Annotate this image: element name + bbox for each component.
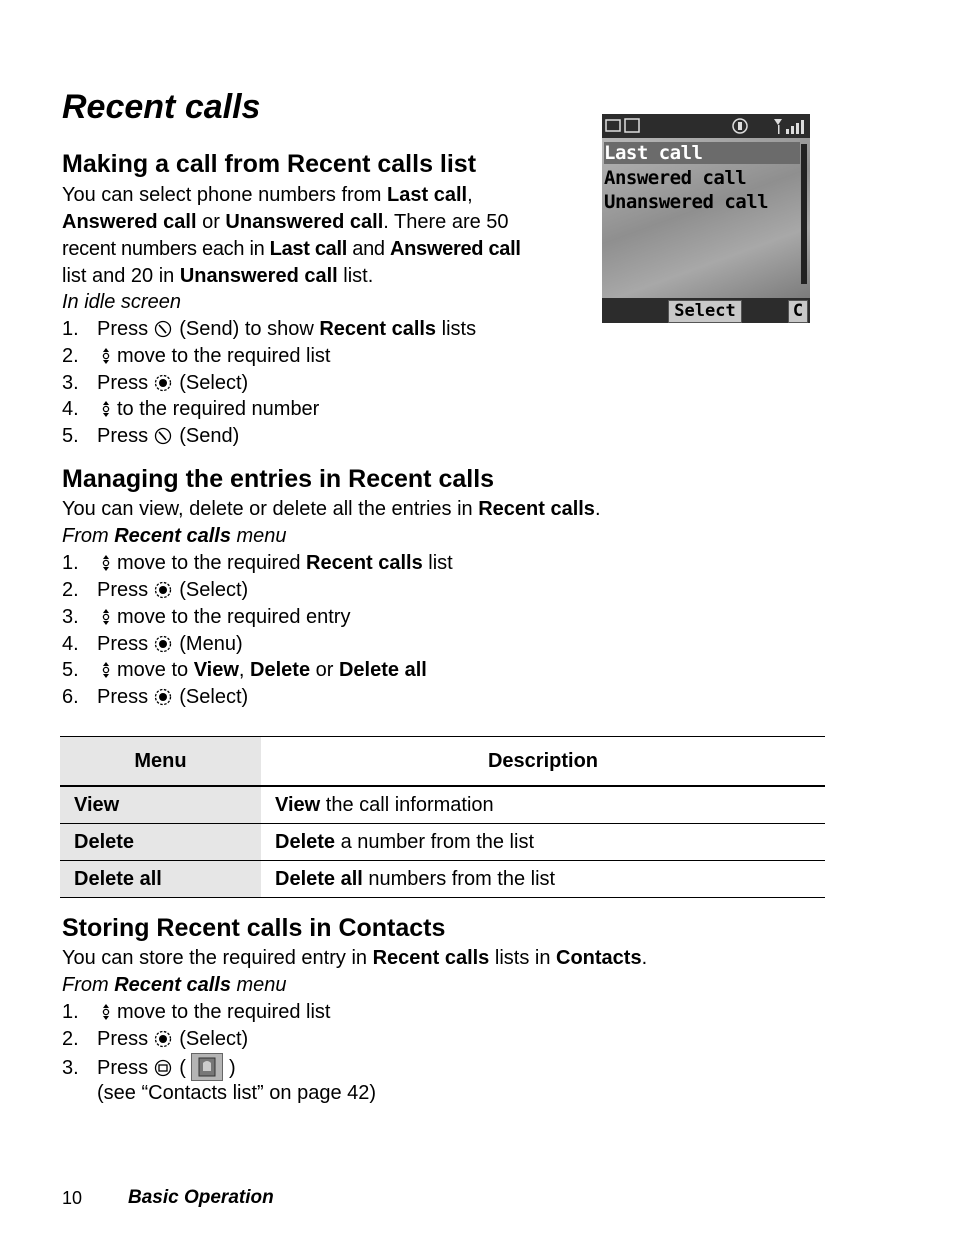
step-item: 4. to the required number (62, 398, 320, 420)
navigation-key-icon (97, 347, 115, 365)
select-key-icon (154, 635, 172, 653)
table-row (60, 861, 825, 898)
table-row (60, 786, 825, 824)
table-header-row (60, 737, 825, 787)
table-cell-menu: Delete (60, 824, 261, 861)
phone-menu-item-answered-call: Answered call (604, 167, 747, 189)
step-item: 3. Press ( ) (62, 1053, 236, 1082)
step-item: 2. move to the required list (62, 345, 331, 367)
table-cell-description: Delete a number from the list (275, 830, 534, 853)
phone-scrollbar (801, 144, 807, 284)
select-key-icon (154, 1030, 172, 1048)
step-item: 3. Press (Select) (62, 372, 249, 394)
phone-menu-item-last-call: Last call (604, 142, 800, 164)
step-item: 5. move to View, Delete or Delete all (62, 659, 427, 681)
context-label: In idle screen (62, 291, 181, 313)
section3-intro: You can store the required entry in Recent calls lists in Contacts. (62, 947, 648, 969)
table-cell-description: Delete all numbers from the list (275, 867, 556, 890)
step-item: 1. move to the required Recent calls list (62, 552, 453, 574)
select-key-icon (154, 374, 172, 392)
see-also-reference: (see “Contacts list” on page 42) (97, 1082, 377, 1104)
step-item: 1. move to the required list (62, 1001, 331, 1023)
table-cell-menu: Delete all (60, 861, 261, 898)
soft-key-icon (154, 1059, 172, 1077)
signal-strength-icon (772, 117, 808, 135)
section-heading-storing-contacts: Storing Recent calls in Contacts (62, 914, 446, 942)
para-line: recent numbers each in Last call and Answered call (62, 238, 521, 260)
table-cell-description: View the call information (275, 793, 494, 816)
para-line: You can select phone numbers from Last call, (62, 184, 473, 206)
navigation-key-icon (97, 554, 115, 572)
navigation-key-icon (97, 400, 115, 418)
phone-screen-image (602, 114, 810, 323)
contacts-icon (191, 1053, 223, 1081)
phone-softkey-bar (602, 298, 810, 323)
send-key-icon (154, 427, 172, 445)
step-item: 3. move to the required entry (62, 606, 351, 628)
section2-intro: You can view, delete or delete all the entries in Recent calls. (62, 498, 601, 520)
navigation-key-icon (97, 1003, 115, 1021)
table-header-menu: Menu (60, 737, 261, 787)
step-item: 2. Press (Select) (62, 1028, 249, 1050)
step-item: 2. Press (Select) (62, 579, 249, 601)
select-key-icon (154, 688, 172, 706)
message-status-icon (605, 118, 645, 134)
footer-section-title: Basic Operation (128, 1187, 274, 1208)
para-line: list and 20 in Unanswered call list. (62, 265, 374, 287)
step-item: 4. Press (Menu) (62, 633, 243, 655)
table-cell-menu: View (60, 786, 261, 824)
phone-menu-item-unanswered-call: Unanswered call (604, 191, 769, 213)
section1-paragraph (62, 182, 582, 290)
navigation-key-icon (97, 661, 115, 679)
navigation-key-icon (97, 608, 115, 626)
phone-softkey-select: Select (668, 300, 742, 323)
phone-softkey-clear: C (788, 300, 808, 323)
phone-status-bar (602, 114, 810, 138)
page-title: Recent calls (62, 88, 261, 126)
table-row (60, 824, 825, 861)
step-item: 1. Press (Send) to show Recent calls lists (62, 318, 477, 340)
table-header-description: Description (487, 749, 599, 772)
menu-description-table (60, 736, 825, 898)
step-item: 5. Press (Send) (62, 425, 240, 447)
step-item: 6. Press (Select) (62, 686, 249, 708)
alert-status-icon (729, 118, 751, 134)
page-number: 10 (62, 1188, 83, 1208)
send-key-icon (154, 320, 172, 338)
context-label: From Recent calls menu (62, 525, 287, 547)
section-heading-making-call: Making a call from Recent calls list (62, 150, 477, 178)
para-line: Answered call or Unanswered call. There are 50 (62, 211, 509, 233)
select-key-icon (154, 581, 172, 599)
section-heading-managing-entries: Managing the entries in Recent calls (62, 465, 495, 493)
context-label: From Recent calls menu (62, 974, 287, 996)
